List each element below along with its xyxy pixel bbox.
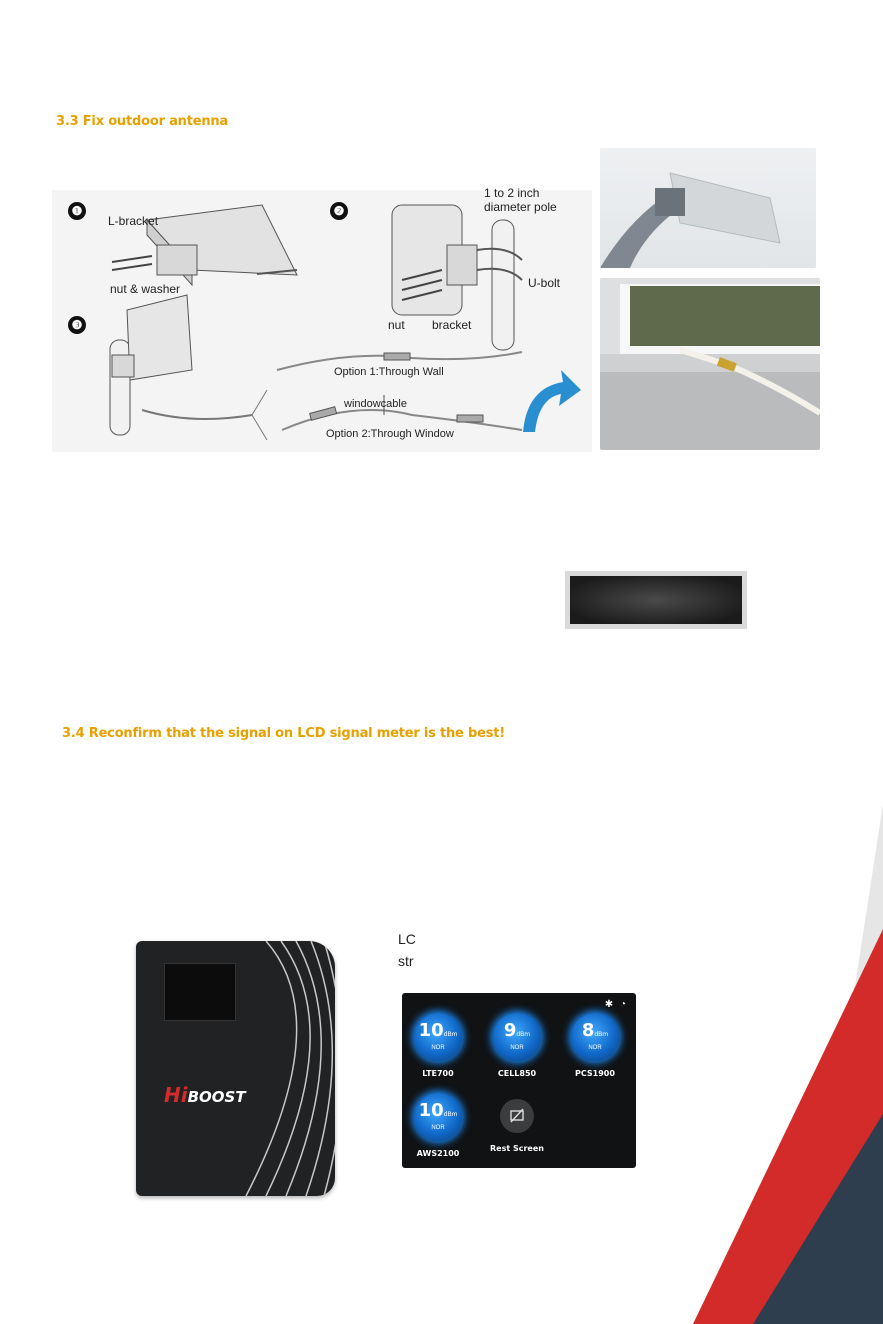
section-heading-3-3: 3.3 Fix outdoor antenna bbox=[56, 114, 229, 129]
label-pole: 1 to 2 inch diameter pole bbox=[484, 186, 557, 214]
band-name: LTE700 bbox=[422, 1069, 454, 1078]
logo-prefix: Hi bbox=[164, 1083, 188, 1107]
rest-screen-button[interactable] bbox=[486, 1093, 548, 1153]
step-2-marker: ❷ bbox=[330, 202, 348, 220]
lcd-signal-screen bbox=[402, 993, 636, 1168]
label-u-bolt: U-bolt bbox=[528, 276, 561, 290]
bluetooth-icon: ✱ bbox=[604, 999, 614, 1010]
status-icons bbox=[605, 999, 626, 1010]
section-heading-3-4: 3.4 Reconfirm that the signal on LCD signal meter is the best! bbox=[62, 726, 506, 741]
logo-main: BOOST bbox=[187, 1088, 246, 1106]
label-option-1: Option 1:Through Wall bbox=[334, 366, 444, 378]
hiboost-logo bbox=[164, 1083, 246, 1107]
lcd-caption-line-2: str bbox=[398, 953, 414, 969]
label-window-cable: windowcable bbox=[344, 398, 407, 410]
band-name: CELL850 bbox=[497, 1069, 537, 1078]
rest-screen-label: Rest Screen bbox=[490, 1144, 544, 1153]
antenna-photo bbox=[600, 148, 816, 268]
installation-diagram bbox=[52, 186, 592, 452]
step-1-marker: ❶ bbox=[68, 202, 86, 220]
step-3-marker: ❸ bbox=[68, 316, 86, 334]
decorative-corner bbox=[693, 804, 883, 1324]
lcd-caption bbox=[398, 928, 416, 972]
curved-arrow-icon bbox=[515, 366, 585, 436]
label-option-2: Option 2:Through Window bbox=[326, 428, 454, 440]
dark-display-strip bbox=[565, 571, 747, 629]
label-l-bracket: L-bracket bbox=[108, 214, 159, 228]
label-nut-washer: nut & washer bbox=[110, 282, 181, 296]
band-cell850[interactable]: 9dBm NOR CELL850 bbox=[486, 1013, 548, 1078]
diagram-drawing bbox=[52, 190, 592, 452]
label-nut: nut bbox=[388, 318, 405, 332]
band-pcs1900[interactable]: 8dBm NOR PCS1900 bbox=[564, 1013, 626, 1078]
band-name: PCS1900 bbox=[575, 1069, 615, 1078]
screen-off-icon bbox=[500, 1099, 534, 1133]
lcd-caption-line-1: LC bbox=[398, 931, 416, 947]
window-cable-photo bbox=[600, 278, 820, 450]
band-lte700[interactable]: 10dBm NOR LTE700 bbox=[407, 1013, 469, 1078]
wifi-icon: ◔ bbox=[619, 999, 626, 1010]
label-bracket: bracket bbox=[432, 318, 472, 332]
band-aws2100[interactable]: 10dBm NOR AWS2100 bbox=[407, 1093, 469, 1158]
booster-device bbox=[136, 941, 335, 1196]
band-name: AWS2100 bbox=[416, 1149, 460, 1158]
